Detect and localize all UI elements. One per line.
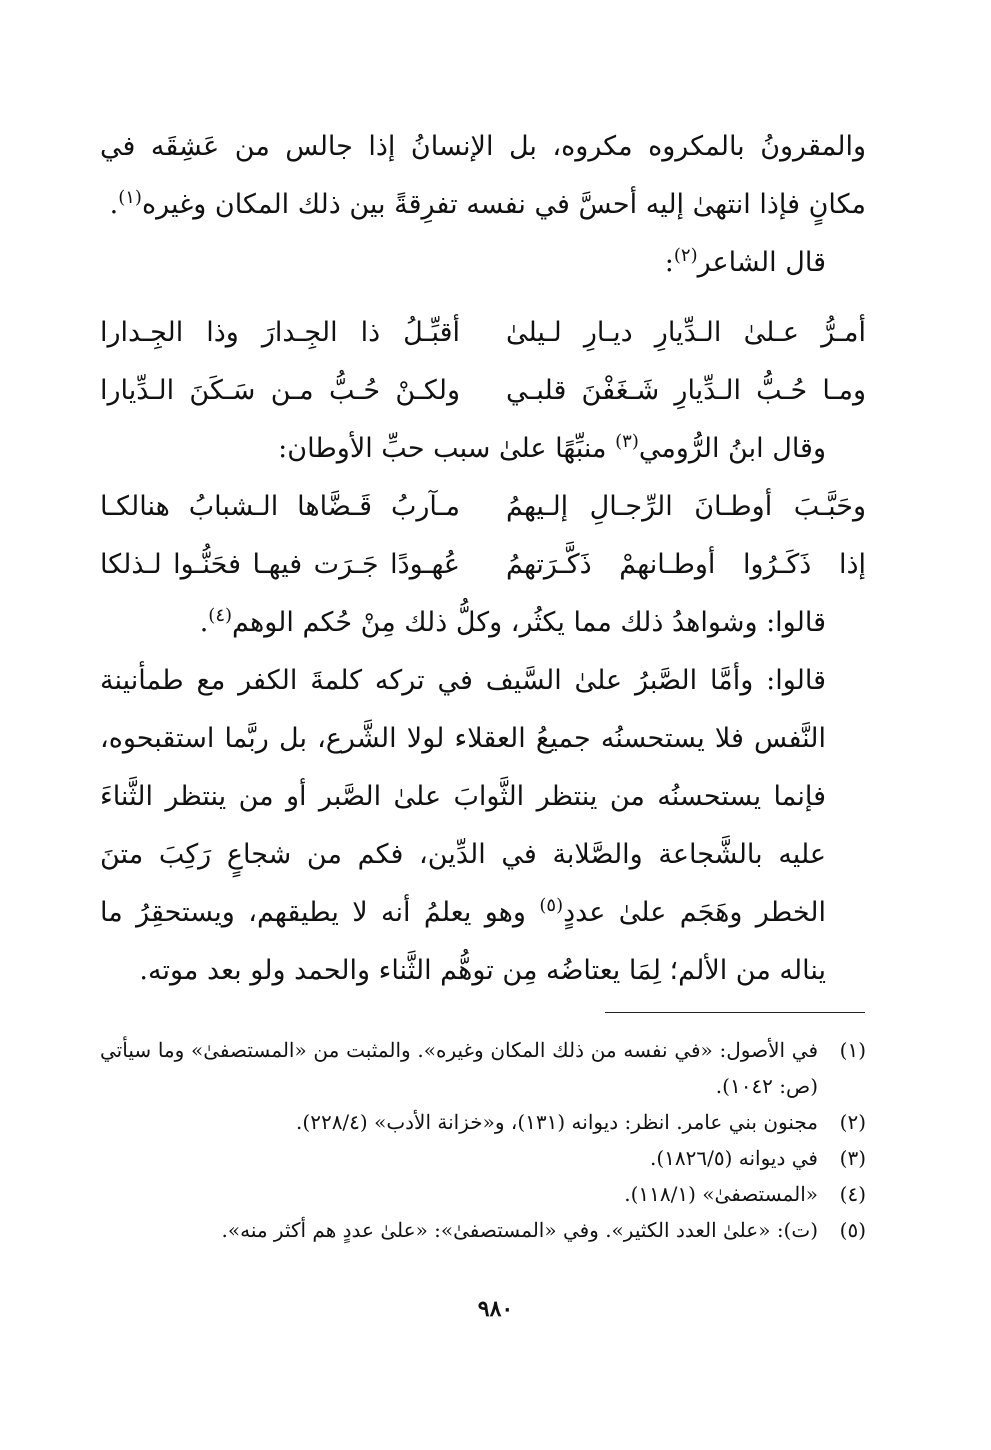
footnote xyxy=(100,1032,866,1104)
footnote-ref-1: (١) xyxy=(118,187,142,208)
footnote-text: «المستصفىٰ» (١١٨/١). xyxy=(624,1182,818,1206)
paragraph-association xyxy=(100,118,866,234)
footnote-text: مجنون بني عامر. انظر: ديوانه (١٣١)، و«خزانة الأدب» (٢٢٨/٤). xyxy=(296,1110,818,1134)
verse-hemistich-first: إذا ذَكَـرُوا أوطـانهمْ ذَكَّـرَتهمُ xyxy=(505,549,866,580)
paragraph-end: . xyxy=(109,189,119,220)
verse-line xyxy=(100,362,866,420)
verse-hemistich-second: أقبِّـلُ ذا الجِـدارَ وذا الجِـدارا xyxy=(100,317,461,348)
footnote-text: (ت): «علىٰ العدد الكثير». وفي «المستصفىٰ»: «علىٰ عددٍ هم أكثر منه». xyxy=(221,1218,818,1242)
paragraph-text: قالوا: وشواهدُ ذلك مما يكثُر، وكلُّ ذلك مِنْ حُكم الوهم xyxy=(232,607,826,638)
footnote xyxy=(100,1104,866,1140)
footnote-ref-2: (٢) xyxy=(673,245,698,266)
footnote-text: في ديوانه (١٨٢٦/٥). xyxy=(649,1146,818,1170)
footnote-number: (٤) xyxy=(839,1182,866,1206)
footnote-separator xyxy=(605,1012,865,1013)
verse-line xyxy=(100,304,866,362)
verse-hemistich-first: وحَبَّـبَ أوطـانَ الرِّجـالِ إلـيهمُ xyxy=(505,491,866,522)
rumi-intro-text: وقال ابنُ الرُّومي xyxy=(638,433,826,464)
paragraph-text: والمقرونُ بالمكروه مكروه، بل الإنسانُ إذا جالس من عَشِقَه في مكانٍ فإذا انتهىٰ إليه أحسَّ في نفسه تفرِقةً بين ذلك المكان وغيره xyxy=(100,131,866,220)
footnote-text: في الأصول: «في نفسه من ذلك المكان وغيره». والمثبت من «المستصفىٰ» وما سيأتي (ص: ١٠٤٢). xyxy=(100,1038,818,1098)
poet-intro-end: : xyxy=(664,247,674,278)
poet-intro xyxy=(100,234,866,292)
page-number: ٩٨٠ xyxy=(477,1296,514,1322)
footnote xyxy=(100,1176,866,1212)
footnotes xyxy=(100,1032,866,1248)
poet-intro-text: قال الشاعر xyxy=(697,247,826,278)
rumi-intro-end: منبِّهًا علىٰ سبب حبِّ الأوطان: xyxy=(278,433,616,464)
paragraph-text: وهو يعلمُ أنه لا يطيقهم، ويستحقِرُ ما يناله من الألم؛ لِمَا يعتاضُه مِن توهُّم الثَّناء والحمد ولو بعد موته. xyxy=(100,897,826,986)
paragraph-end: . xyxy=(199,607,209,638)
paragraph-text: قالوا: وأمَّا الصَّبرُ علىٰ السَّيف في تركه كلمةَ الكفر مع طمأنينة النَّفس فلا يستحسنُه جميعُ العقلاء لولا الشَّرع، بل ربَّما استقبحوه، فإنما يستحسنُه من ينتظر الثَّوابَ علىٰ الصَّبر أو من ينتظر الثَّناءَ عليه بالشَّجاعة والصَّلابة في الدِّين، فكم من شجاعٍ رَكِبَ متنَ الخطر وهَجَم علىٰ عددٍ xyxy=(100,665,827,928)
paragraph-patience xyxy=(100,652,866,1000)
footnote-number: (٢) xyxy=(839,1110,866,1134)
paragraph-witness xyxy=(100,594,866,652)
footnote-number: (٣) xyxy=(839,1146,866,1170)
verse-line xyxy=(100,536,866,594)
verse-hemistich-second: عُهـودًا جَـرَت فيهـا فحَنُّـوا لـذلكا xyxy=(100,549,461,580)
footnote xyxy=(100,1140,866,1176)
verse-hemistich-first: أمـرُّ عـلىٰ الـدِّيارِ ديـارِ لـيلىٰ xyxy=(505,317,866,348)
main-text xyxy=(100,118,866,1000)
rumi-intro xyxy=(100,420,866,478)
verse-hemistich-second: مـآربُ قَـضَّاها الـشبابُ هنالكـا xyxy=(100,491,461,522)
footnote-ref-3: (٣) xyxy=(615,431,639,452)
footnote-ref-5: (٥) xyxy=(539,895,564,916)
footnote-number: (١) xyxy=(839,1038,866,1062)
verse-hemistich-second: ولكـنْ حُـبُّ مـن سَـكَنَ الـدِّيارا xyxy=(100,375,461,406)
footnote xyxy=(100,1212,866,1248)
verse-line xyxy=(100,478,866,536)
verse-hemistich-first: ومـا حُـبُّ الـدِّيارِ شَـغَفْنَ قلبـي xyxy=(505,375,866,406)
footnote-number: (٥) xyxy=(839,1218,866,1242)
footnote-ref-4: (٤) xyxy=(208,605,233,626)
